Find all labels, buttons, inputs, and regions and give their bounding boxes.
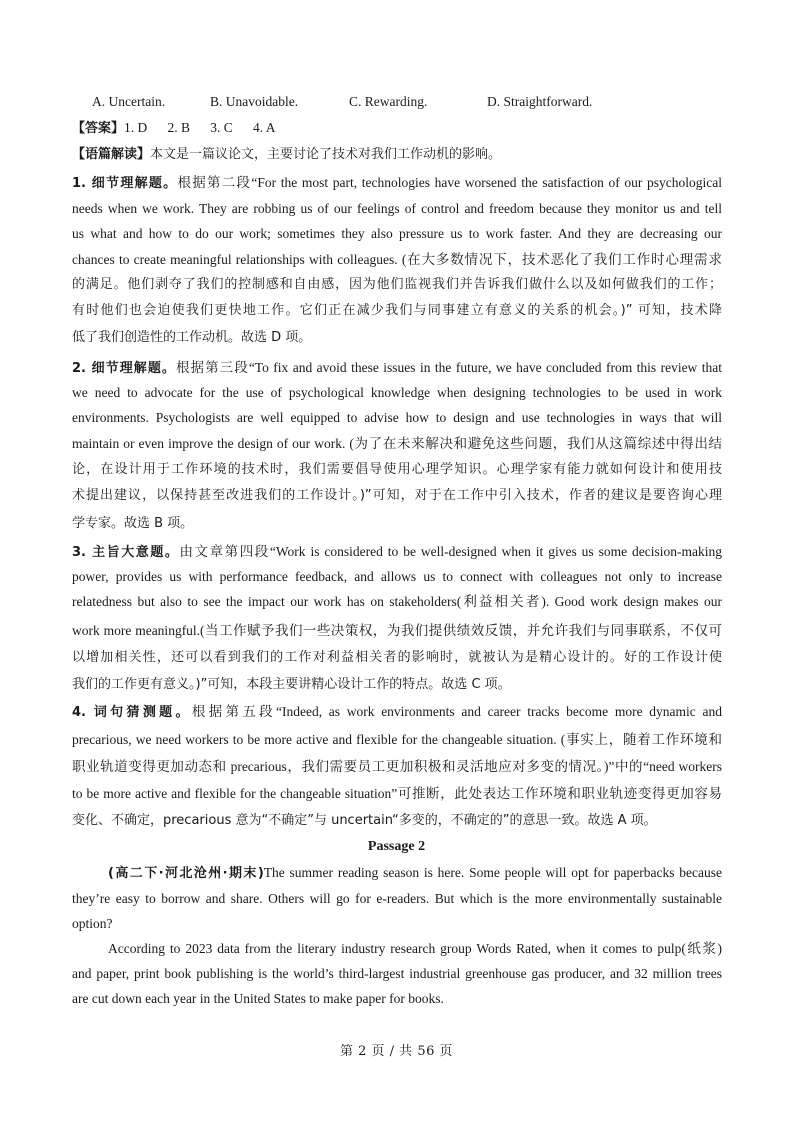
answer-text: 1. D 2. B 3. C 4. A [124, 120, 276, 135]
passage-p1-line-0 [108, 864, 722, 883]
q3-line-4: 以增加相关性，还可以看到我们的工作对利益相关者的影响时，就被认为是精心设计的。好的工作设计使 [72, 650, 722, 665]
passage-p2-line-0: According to 2023 data from the literary industry research group Words Rated, when it comes to pulp(纸浆) [108, 941, 722, 956]
q2-line-2: environments. Psychologists are well equipped to advise how to design and use technologies in ways that will [72, 410, 722, 425]
q3-line-3: work more meaningful.(当工作赋予我们一些决策权，为我们提供绩效反馈，并允许我们与同事联系，不仅可 [72, 623, 722, 638]
q4-text: 根据第五段“Indeed, as work environments and career tracks become more dynamic and [191, 704, 722, 719]
q4-line-4: 变化、不确定，precarious 意为“不确定”与 uncertain“多变的，不确定的”的意思一致。故选 A 项。 [72, 813, 657, 828]
q3-text: 由文章第四段“Work is considered to be well-designed when it gives us some decision-making [179, 544, 722, 559]
analysis-line [72, 145, 722, 164]
answer-options [92, 94, 732, 112]
passage-p2-line-2: are cut down each year in the United States to make paper for books. [72, 991, 444, 1006]
answer-label: 【答案】 [72, 121, 125, 136]
q3-number: 3. 主旨大意题。 [72, 545, 180, 560]
answer-line [72, 119, 722, 138]
passage-p1-line-1: they’re easy to borrow and share. Others will go for e-readers. But which is the more environmentally sustainable [72, 891, 722, 906]
analysis-text: 本文是一篇议论文，主要讨论了技术对我们工作动机的影响。 [150, 147, 502, 162]
passage-p1-line-2: option? [72, 916, 113, 931]
q1-text: 根据第二段“For the most part, technologies have worsened the satisfaction of our psychological [177, 175, 722, 190]
q2-text: 根据第三段“To fix and avoid these issues in the future, we have concluded from this review that [175, 360, 722, 375]
option-d: D. Straightforward. [487, 94, 593, 109]
q4-line-1: precarious, we need workers to be more active and flexible for the changeable situation. (事实上，随着工作环境和 [72, 732, 722, 747]
page-number-footer: 第 2 页 / 共 56 页 [340, 1044, 453, 1059]
q2-line-4: 论，在设计用于工作环境的技术时，我们需要倡导使用心理学知识。心理学家有能力就如何设计和使用技 [72, 462, 722, 477]
analysis-label: 【语篇解读】 [72, 147, 151, 162]
option-a: A. Uncertain. [92, 94, 166, 109]
q4-line-0 [72, 703, 722, 722]
passage-source: (高二下·河北沧州·期末) [108, 866, 264, 881]
q2-line-3: maintain or even improve the design of our work. (为了在未来解决和避免这些问题，我们从这篇综述中得出结 [72, 436, 722, 451]
passage-p1-text: The summer reading season is here. Some people will opt for paperbacks because [263, 865, 722, 880]
q1-number: 1. 细节理解题。 [72, 176, 178, 191]
q2-line-1: we need to advocate for the use of psychological knowledge when designing technologies to be used in work [72, 385, 722, 400]
q4-number: 4. 词句猜测题。 [72, 705, 192, 720]
q2-line-0 [72, 359, 722, 378]
option-b: B. Unavoidable. [210, 94, 299, 109]
q3-line-1: power, provides us with performance feedback, and allows us to connect with colleagues not only to increase [72, 569, 722, 584]
q4-line-2: 职业轨道变得更加动态和 precarious，我们需要员工更加积极和灵活地应对多变的情况。)”中的“need workers [72, 759, 722, 774]
q1-line-6: 低了我们创造性的工作动机。故选 D 项。 [72, 330, 312, 345]
passage-p2-line-1: and paper, print book publishing is the world’s third-largest industrial greenhouse gas producer, and 32 million trees [72, 966, 722, 981]
q3-line-5: 我们的工作更有意义。)”可知，本段主要讲精心设计工作的特点。故选 C 项。 [72, 677, 511, 692]
q1-line-2: us what and how to do our work; sometimes they also pressure us to work faster. And they are decreasing our [72, 226, 722, 241]
q4-line-3: to be more active and flexible for the changeable situation”可推断，此处表达工作环境和职业轨迹变得更加容易 [72, 786, 722, 801]
passage-title: Passage 2 [367, 839, 426, 854]
q2-number: 2. 细节理解题。 [72, 361, 176, 376]
q3-line-0 [72, 543, 722, 562]
q1-line-3: chances to create meaningful relationships with colleagues. (在大多数情况下，技术恶化了我们工作时心理需求 [72, 252, 722, 267]
q2-line-6: 学专家。故选 B 项。 [72, 516, 194, 531]
option-c: C. Rewarding. [349, 94, 428, 109]
q1-line-1: needs when we work. They are robbing us of our feelings of control and freedom because they monitor us and tell [72, 201, 722, 216]
q2-line-5: 术提出建议，以保持甚至改进我们的工作设计。)”可知，对于在工作中引入技术，作者的建议是要咨询心理 [72, 488, 722, 503]
q1-line-0 [72, 174, 722, 193]
q1-line-5: 有时他们也会迫使我们更快地工作。它们正在减少我们与同事建立有意义的关系的机会。)” 可知，技术降 [72, 303, 722, 318]
q1-line-4: 的满足。他们剥夺了我们的控制感和自由感，因为他们监视我们并告诉我们做什么以及如何做我们的工作； [72, 277, 722, 292]
q3-line-2: relatedness but also to see the impact our work has on stakeholders(利益相关者). Good work design makes our [72, 594, 722, 609]
